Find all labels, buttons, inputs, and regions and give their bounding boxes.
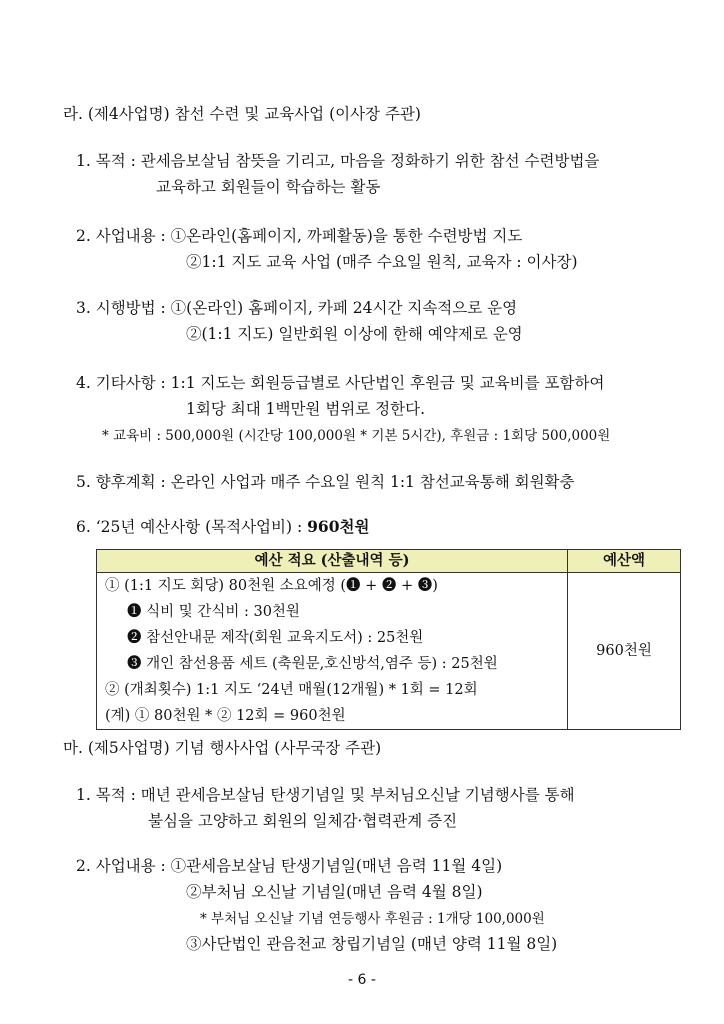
budget-row: ② (개최횟수) 1:1 지도 ‘24년 매월(12개월) * 1회 = 12회 [105,682,478,698]
ma-content-line1: 2. 사업내용 : ①관세음보살님 탄생기념일(매년 음력 11월 4일) [76,857,503,875]
ra-other-line1: 4. 기타사항 : 1:1 지도는 회원등급별로 사단법인 후원금 및 교육비를 포함하여 [76,374,605,392]
ra-other-note: * 교육비 : 500,000원 (시간당 100,000원 * 기본 5시간), 후원금 : 1회당 500,000원 [102,428,611,444]
budget-header-amount: 예산액 [568,550,681,573]
ma-purpose-line2: 불심을 고양하고 회원의 일체감·협력관계 증진 [148,812,458,830]
ra-content-line2: ②1:1 지도 교육 사업 (매주 수요일 원칙, 교육자 : 이사장) [186,253,578,271]
ma-purpose-line1: 1. 목적 : 매년 관세음보살님 탄생기념일 및 부처님오신날 기념행사를 통해 [76,786,575,804]
section-ma-heading: 마. (제5사업명) 기념 행사사업 (사무국장 주관) [63,739,382,757]
ra-plan-line: 5. 향후계획 : 온라인 사업과 매주 수요일 원칙 1:1 참선교육통해 회원확충 [76,473,575,491]
ra-other-line2: 1회당 최대 1백만원 범위로 정한다. [186,400,426,418]
section-ra-heading: 라. (제4사업명) 참선 수련 및 교육사업 (이사장 주관) [63,105,421,123]
budget-row: ➌ 개인 참선용품 세트 (축원문,호신방석,염주 등) : 25천원 [127,656,498,672]
ra-method-line1: 3. 시행방법 : ①(온라인) 홈페이지, 카페 24시간 지속적으로 운영 [76,299,518,317]
budget-row: ① (1:1 지도 회당) 80천원 소요예정 (➊ + ➋ + ➌) [105,578,438,594]
ra-budget-prefix: 6. ‘25년 예산사항 (목적사업비) : [76,518,308,536]
ra-budget-line [76,516,369,538]
budget-amount-cell: 960천원 [568,573,681,730]
ra-budget-amount: 960천원 [307,517,370,536]
budget-row: ➊ 식비 및 간식비 : 30천원 [127,604,300,620]
ra-purpose-line1: 1. 목적 : 관세음보살님 참뜻을 기리고, 마음을 정화하기 위한 참선 수련방법을 [76,152,600,170]
budget-detail-cell [97,573,568,730]
ra-purpose-line2: 교육하고 회원들이 학습하는 활동 [156,178,381,196]
ma-content-note: * 부처님 오신날 기념 연등행사 후원금 : 1개당 100,000원 [200,911,545,927]
ra-content-line1: 2. 사업내용 : ①온라인(홈페이지, 까페활동)을 통한 수련방법 지도 [76,227,523,245]
budget-row: (계) ① 80천원 * ② 12회 = 960천원 [105,708,346,724]
ma-content-line3: ③사단법인 관음천교 창립기념일 (매년 양력 11월 8일) [186,935,558,953]
page-number: - 6 - [348,972,376,988]
budget-header-detail: 예산 적요 (산출내역 등) [97,550,568,573]
budget-row: ➋ 참선안내문 제작(회원 교육지도서) : 25천원 [127,630,424,646]
budget-table [96,549,681,730]
ra-method-line2: ②(1:1 지도) 일반회원 이상에 한해 예약제로 운영 [186,325,523,343]
ma-content-line2: ②부처님 오신날 기념일(매년 음력 4월 8일) [186,883,483,901]
